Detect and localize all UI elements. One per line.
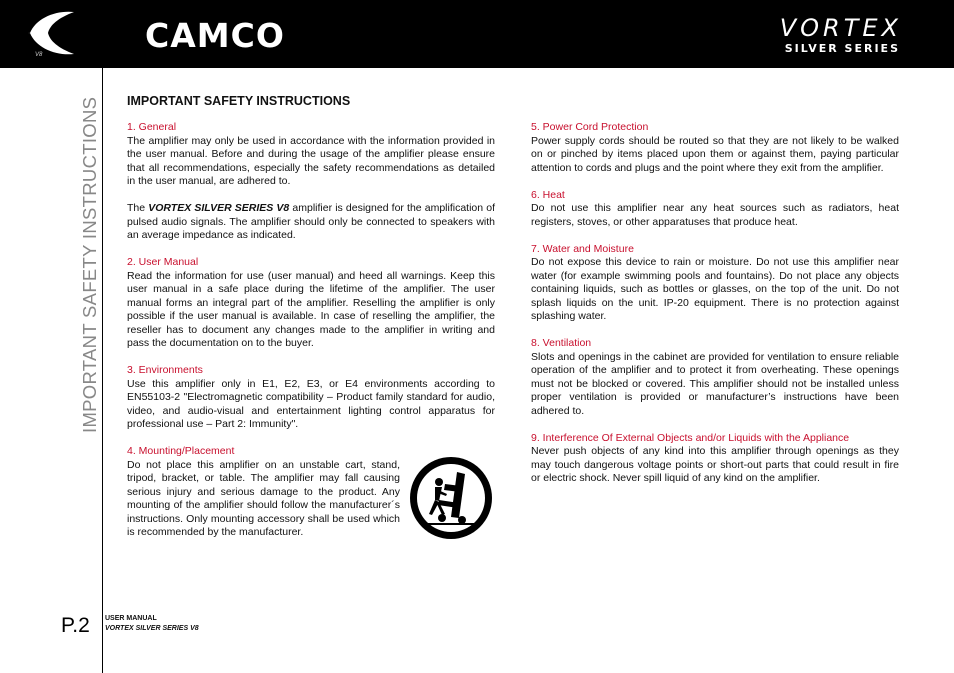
section-heading: 8. Ventilation bbox=[531, 337, 592, 349]
section-general bbox=[127, 121, 495, 243]
header-bar bbox=[0, 0, 954, 68]
footer-manual-label: USER MANUAL bbox=[105, 615, 157, 622]
section-body: Never push objects of any kind into this amplifier through openings as they may touch dangerous voltage points or short-out parts that could result in fire or electric shock. Never spill liquid of any kind on the amplifier. bbox=[531, 445, 899, 484]
section-body: Power supply cords should be routed so that they are not likely to be walked on or pinched by items placed upon them or against them, paying particular attention to cords and plugs and the point where they exit from the amplifier. bbox=[531, 134, 899, 174]
section-heading: 5. Power Cord Protection bbox=[531, 121, 649, 133]
section-heading: 2. User Manual bbox=[127, 256, 199, 268]
camco-swoosh-icon bbox=[26, 8, 76, 58]
section-heading: 3. Environments bbox=[127, 364, 203, 376]
logo-model-label: V8 bbox=[35, 52, 43, 58]
brand-logo-text: CAMCO bbox=[145, 16, 285, 55]
section-heading: 7. Water and Moisture bbox=[531, 242, 634, 255]
section-heat bbox=[531, 189, 899, 230]
section-water bbox=[531, 243, 899, 324]
section-body bbox=[127, 202, 495, 243]
text-run: The bbox=[127, 202, 149, 214]
sidebar-title bbox=[79, 93, 103, 433]
section-body: Do not place this amplifier on an unstable cart, stand, tripod, bracket, or table. The amplifier may fall causing serious injury and serious damage to the product. Any mounting of the amplifier should follow the manufacturer´s instructions. Only mounting accessory shall be used which is recommended by the manufacturer. bbox=[127, 458, 400, 538]
section-heading: 6. Heat bbox=[531, 188, 565, 201]
cart-tip-over-warning-icon bbox=[409, 456, 493, 540]
section-body: Do not use this amplifier near any heat sources such as radiators, heat registers, stoves, or other apparatuses that produce heat. bbox=[531, 202, 899, 228]
series-subtitle: SILVER SERIES bbox=[784, 42, 900, 55]
section-heading: 9. Interference Of External Objects and/or Liquids with the Appliance bbox=[531, 431, 850, 444]
section-heading: 4. Mounting/Placement bbox=[127, 445, 235, 457]
section-body: The amplifier may only be used in accordance with the information provided in the user manual. Before and during the usage of the amplifier please ensure that all recommendations, especially the safety recommendations as detailed in the user manual, are adhered to. bbox=[127, 134, 495, 187]
page-number: P.2 bbox=[61, 614, 90, 637]
section-interference bbox=[531, 432, 899, 486]
section-power-cord bbox=[531, 121, 899, 175]
section-body: Slots and openings in the cabinet are provided for ventilation to ensure reliable operation of the amplifier and to protect it from overheating. These openings must not be blocked or covered. This amplifier should not be installed unless proper ventilation is provided or manufacturer’s instructions have been adhered to. bbox=[531, 350, 899, 417]
right-column bbox=[531, 121, 899, 499]
section-user-manual bbox=[127, 256, 495, 351]
section-body: Use this amplifier only in E1, E2, E3, or E4 environments according to EN55103-2 "Electromagnetic compatibility – Product family standard for audio, video, and audio-visual and entertainment lighting control apparatus for professional use – Part 2: Immunity". bbox=[127, 377, 495, 430]
footer-product-label: VORTEX SILVER SERIES V8 bbox=[105, 625, 199, 632]
section-body: Do not expose this device to rain or moisture. Do not use this amplifier near water (for example swimming pools and fountains). Do not place any objects containing liquids, such as bottles or glasses, on the top of the unit. Do not splash liquids on the unit. IP-20 equipment. There is no protection against splashing water. bbox=[531, 256, 899, 322]
page-title: IMPORTANT SAFETY INSTRUCTIONS bbox=[127, 94, 351, 108]
sidebar-title-text: IMPORTANT SAFETY INSTRUCTIONS bbox=[79, 96, 100, 433]
section-heading: 1. General bbox=[127, 121, 177, 133]
section-ventilation bbox=[531, 337, 899, 418]
section-body: Read the information for use (user manual) and heed all warnings. Keep this user manual in a safe place during the lifetime of the amplifier. The user manual forms an integral part of the amplifier. Reselling the amplifier is only possible if the user manual is available. In case of reselling the amplifier, the reseller has to document any changes made to the amplifier in writing and pass the documentation on to the buyer. bbox=[127, 269, 495, 349]
series-title: VORTEX bbox=[779, 14, 902, 42]
text-run: amplifier is designed for the amplification of pulsed audio signals. The amplifier should only be connected to speakers with an average impedance as indicated. bbox=[127, 202, 495, 241]
product-name: VORTEX SILVER SERIES V8 bbox=[148, 202, 290, 214]
section-environments bbox=[127, 364, 495, 432]
